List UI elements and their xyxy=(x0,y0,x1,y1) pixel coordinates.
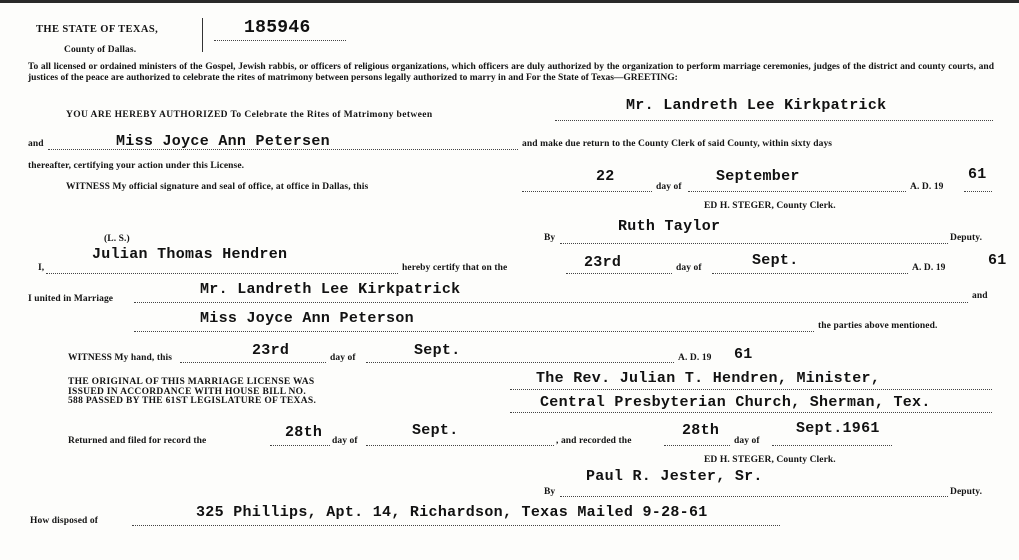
license-bride: Miss Joyce Ann Petersen xyxy=(116,133,330,150)
filing-deputy-line xyxy=(560,496,948,497)
witness-hand-label: WITNESS My hand, this xyxy=(68,353,172,363)
return-text: and make due return to the County Clerk of said County, within sixty days xyxy=(522,139,833,149)
original-license-notice xyxy=(68,378,428,407)
returned-label: Returned and filed for record the xyxy=(68,436,207,446)
recorded-day-of-label: day of xyxy=(734,436,760,446)
witness-month: Sept. xyxy=(414,342,461,359)
license-witness-text: WITNESS My official signature and seal of office, at office in Dallas, this xyxy=(66,182,369,192)
license-groom: Mr. Landreth Lee Kirkpatrick xyxy=(626,97,887,114)
original-notice-line-3: 588 PASSED BY THE 61ST LEGISLATURE OF TEXAS. xyxy=(68,396,317,406)
certificate-day: 23rd xyxy=(584,254,622,271)
license-year: 61 xyxy=(968,166,987,183)
united-label: I united in Marriage xyxy=(28,294,114,304)
filing-day-of-label: day of xyxy=(332,436,358,446)
certificate-day-line xyxy=(566,273,672,274)
license-month: September xyxy=(716,168,800,185)
minister-line-1-rule xyxy=(510,389,992,390)
filing-deputy-label: Deputy. xyxy=(950,487,983,497)
filing-month: Sept. xyxy=(412,422,459,439)
original-notice-line-1: THE ORIGINAL OF THIS MARRIAGE LICENSE WAS xyxy=(68,377,315,387)
license-day-of-label: day of xyxy=(656,182,682,192)
county-label: County of Dallas. xyxy=(64,45,137,55)
parties-label: the parties above mentioned. xyxy=(818,321,938,331)
and-label: and xyxy=(28,139,44,149)
filing-clerk: ED H. STEGER, County Clerk. xyxy=(704,455,836,465)
filing-by-label: By xyxy=(544,487,556,497)
officiant-line xyxy=(46,273,398,274)
minister-line-2-rule xyxy=(510,412,992,413)
officiant-name: Julian Thomas Hendren xyxy=(92,246,288,263)
certificate-month-line xyxy=(712,273,908,274)
witness-ad-label: A. D. 19 xyxy=(678,353,712,363)
filing-month-line xyxy=(366,445,554,446)
groom-line xyxy=(555,120,993,121)
recorded-date: Sept.1961 xyxy=(796,420,880,437)
certificate-month: Sept. xyxy=(752,252,799,269)
license-year-line xyxy=(964,191,992,192)
header-brace xyxy=(202,18,211,52)
license-ad-label: A. D. 19 xyxy=(910,182,944,192)
united-bride-line xyxy=(134,331,814,332)
recorded-day: 28th xyxy=(682,422,720,439)
license-day-line xyxy=(522,191,652,192)
certificate-certify-text: hereby certify that on the xyxy=(402,263,508,273)
certificate-and-label: and xyxy=(972,291,988,301)
certificate-i-label: I, xyxy=(38,263,45,273)
recorded-label: , and recorded the xyxy=(556,436,632,446)
state-label: THE STATE OF TEXAS, xyxy=(36,24,159,35)
license-month-line xyxy=(688,191,906,192)
witness-day: 23rd xyxy=(252,342,290,359)
certificate-day-of-label: day of xyxy=(676,263,702,273)
recorded-day-line xyxy=(664,445,730,446)
license-day: 22 xyxy=(596,168,615,185)
license-by-label: By xyxy=(544,233,556,243)
disposal-value: 325 Phillips, Apt. 14, Richardson, Texas Mailed 9-28-61 xyxy=(196,504,708,521)
license-number: 185946 xyxy=(244,18,311,38)
authorized-text: YOU ARE HEREBY AUTHORIZED To Celebrate the Rites of Matrimony between xyxy=(66,110,433,120)
disposal-label: How disposed of xyxy=(30,516,99,526)
certify-text: thereafter, certifying your action under this License. xyxy=(28,161,245,171)
certificate-year: 61 xyxy=(988,252,1007,269)
witness-year: 61 xyxy=(734,346,753,363)
certificate-groom: Mr. Landreth Lee Kirkpatrick xyxy=(200,281,461,298)
preamble-text: To all licensed or ordained ministers of the Gospel, Jewish rabbis, or officers of religious organizations, which officers are duly authorized by the organization to perform marriage ceremonies, judges of the district and county courts, and justices of the peace are authorized to celebrate the rites of matrimony between persons legally authorized to marry in and For the State of Texas—GREETING: xyxy=(28,62,994,83)
license-deputy-label: Deputy. xyxy=(950,233,983,243)
license-clerk: ED H. STEGER, County Clerk. xyxy=(704,201,836,211)
witness-month-line xyxy=(366,362,674,363)
minister-line-2: Central Presbyterian Church, Sherman, Tex. xyxy=(540,394,931,411)
filing-day-line xyxy=(270,445,330,446)
minister-line-1: The Rev. Julian T. Hendren, Minister, xyxy=(536,370,881,387)
filing-day: 28th xyxy=(285,424,323,441)
united-groom-line xyxy=(134,302,968,303)
license-deputy-line xyxy=(560,243,948,244)
recorded-date-line xyxy=(772,445,892,446)
filing-deputy-name: Paul R. Jester, Sr. xyxy=(586,468,763,485)
license-number-line xyxy=(214,40,346,41)
top-border xyxy=(0,0,1019,3)
certificate-bride: Miss Joyce Ann Peterson xyxy=(200,310,414,327)
license-deputy-name: Ruth Taylor xyxy=(618,218,721,235)
witness-day-of-label: day of xyxy=(330,353,356,363)
original-notice-line-2: ISSUED IN ACCORDANCE WITH HOUSE BILL NO. xyxy=(68,386,307,397)
witness-day-line xyxy=(180,362,326,363)
certificate-ad-label: A. D. 19 xyxy=(912,263,946,273)
disposal-line xyxy=(132,525,780,526)
seal-label: (L. S.) xyxy=(104,234,130,244)
